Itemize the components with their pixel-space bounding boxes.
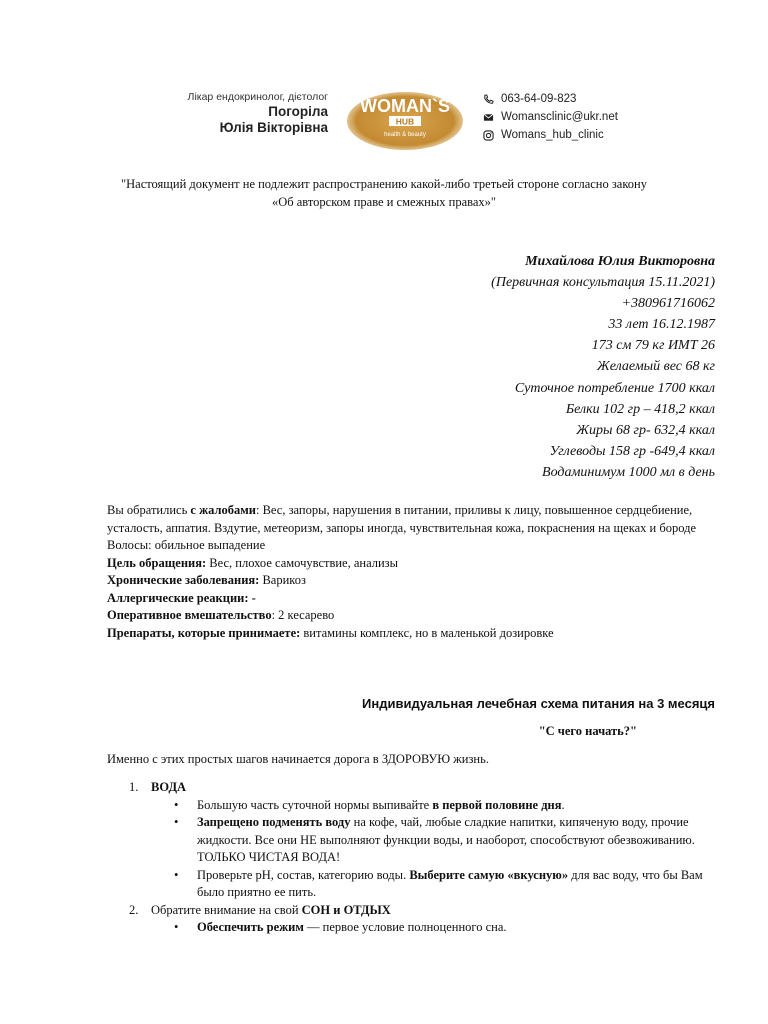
patient-carbs: Углеводы 158 гр -649,4 ккал <box>549 443 715 459</box>
bullet-icon: • <box>174 797 179 812</box>
instagram-icon <box>483 130 494 141</box>
water-bullets <box>107 797 717 902</box>
fact-label: Аллергические реакции: - <box>107 590 256 605</box>
section-sleep <box>107 902 717 920</box>
mail-icon <box>483 112 494 123</box>
fact-label: Хронические заболевания: <box>107 573 260 587</box>
list-item <box>107 919 717 937</box>
contact-info <box>483 90 618 144</box>
section-title <box>151 902 391 920</box>
fact-chronic <box>107 572 697 590</box>
doctor-role: Лікар ендокринолог, дієтолог <box>187 91 328 103</box>
bullet-text: . <box>561 797 565 812</box>
plan-title: Индивидуальная лечебная схема питания на 3 месяця <box>362 696 715 711</box>
patient-proteins: Белки 102 гр – 418,2 ккал <box>565 401 715 417</box>
complaints-text: : Вес, запоры, нарушения в питании, приливы к лицу, повышенное сердцебиение, усталость, аппатия. Вздутие, метеоризм, запоры иногда, чувствительная кожа, покраснения на щеках и бороде <box>107 503 696 535</box>
fact-value: Вес, плохое самочувствие, анализы <box>206 555 399 570</box>
section-title-text: Обратите внимание на свой <box>151 902 302 917</box>
patient-body: 173 см 79 кг ИМТ 26 <box>591 338 715 354</box>
patient-desired-weight: Желаемый вес 68 кг <box>596 359 715 375</box>
phone-number: 063-64-09-823 <box>501 93 577 105</box>
list-item <box>107 797 717 815</box>
section-title-bold: СОН и ОТДЫХ <box>301 902 391 917</box>
hair-note: Волосы: обильное выпадение <box>107 538 266 552</box>
doctor-name-line2: Юлія Вікторівна <box>219 120 328 135</box>
copyright-line1: "Настоящий документ не подлежит распространению какой-либо третьей стороне согласно закону <box>121 177 647 191</box>
section-water <box>107 779 717 797</box>
email-address: Womansclinic@ukr.net <box>501 111 618 123</box>
bullet-bold: Запрещено подменять воду <box>197 815 351 829</box>
plan-list <box>107 779 717 937</box>
logo-tagline: health & beauty <box>384 132 426 138</box>
fact-label: Цель обращения: <box>107 555 207 570</box>
plan-intro: Именно с этих простых шагов начинается дорога в ЗДОРОВУЮ жизнь. <box>107 752 489 766</box>
fact-label: Препараты, которые принимаете: <box>107 625 301 640</box>
bullet-text: на кофе, чай, любые сладкие напитки, кипяченую воду, прочие жидкости. Все они НЕ выполняют функции воды, и наоборот, способствуют обезвоживанию. ТОЛЬКО ЧИСТАЯ ВОДА! <box>197 815 695 864</box>
section-title: ВОДА <box>151 780 187 794</box>
section-number: 1. <box>129 780 139 794</box>
list-item <box>107 867 717 902</box>
fact-medications <box>107 625 697 643</box>
complaints-block <box>107 502 697 642</box>
sleep-bullets <box>107 919 717 937</box>
section-number: 2. <box>129 902 139 917</box>
copyright-line2: «Об авторском праве и смежных правах»" <box>271 195 497 209</box>
contact-email <box>483 108 618 126</box>
patient-age: 33 лет 16.12.1987 <box>608 317 715 333</box>
fact-allergy <box>107 590 697 608</box>
bullet-bold: Обеспечить режим <box>197 920 304 934</box>
fact-label: Оперативное вмешательство <box>107 608 272 622</box>
instagram-handle: Womans_hub_clinic <box>501 129 604 141</box>
complaints-label: с жалобами <box>190 503 256 517</box>
bullet-icon: • <box>174 867 179 882</box>
patient-water: Водаминимум 1000 мл в день <box>542 464 715 480</box>
fact-value: витамины комплекс, но в маленькой дозировке <box>300 625 554 640</box>
list-item <box>107 814 717 867</box>
copyright-notice <box>100 175 668 211</box>
logo-main-text: WOMAN`S <box>360 96 450 116</box>
bullet-icon: • <box>174 815 179 829</box>
doctor-info <box>150 90 328 136</box>
bullet-text: — первое условие полноценного сна. <box>303 920 507 934</box>
contact-instagram <box>483 126 618 144</box>
fact-surgery <box>107 607 697 625</box>
logo-sub-text: HUB <box>395 116 415 127</box>
bullet-bold: в первой половине дня <box>432 797 562 812</box>
clinic-logo <box>345 88 465 150</box>
patient-name: Михайлова Юлия Викторовна <box>525 254 715 269</box>
complaints-prefix: Вы обратились <box>107 503 191 517</box>
bullet-icon: • <box>174 920 179 934</box>
bullet-text: для вас воду, что бы Вам было приятно ее пить. <box>197 867 703 899</box>
fact-value: : 2 кесарево <box>271 608 335 622</box>
doctor-name-line1: Погоріла <box>268 104 328 119</box>
patient-consultation: (Первичная консультация 15.11.2021) <box>491 275 715 291</box>
plan-subtitle: "С чего начать?" <box>538 724 637 738</box>
patient-info <box>491 251 715 483</box>
fact-goal <box>107 555 697 573</box>
bullet-bold: Выберите самую «вкусную» <box>409 867 569 882</box>
patient-daily-intake: Суточное потребление 1700 ккал <box>514 380 715 396</box>
contact-phone <box>483 90 618 108</box>
bullet-text: Большую часть суточной нормы выпивайте <box>197 797 433 812</box>
complaints-paragraph <box>107 502 697 537</box>
phone-icon <box>483 94 494 105</box>
bullet-text: Проверьте pH, состав, категорию воды. <box>197 867 410 882</box>
patient-fats: Жиры 68 гр- 632,4 ккал <box>576 422 715 438</box>
patient-phone: +380961716062 <box>621 296 715 312</box>
fact-value: Варикоз <box>259 573 306 587</box>
